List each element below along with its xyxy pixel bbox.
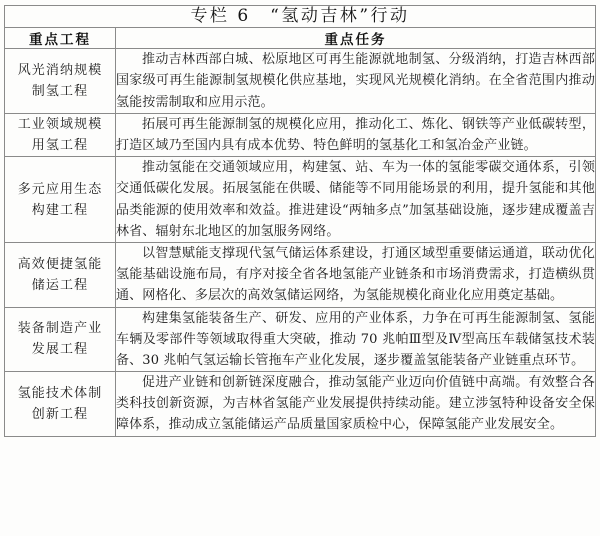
page-title: 专栏 6 “氢动吉林”行动 <box>190 6 410 26</box>
task-text: 构建集氢能装备生产、研发、应用的产业体系，力争在可再生能源制氢、氢能车辆及零部件等领域取得重大突破，推动 70 兆帕Ⅲ型及Ⅳ型高压车载储氢技术装备、30 兆帕气氢运输长管拖车产业化发展，逐步覆盖氢能装备产业链重点环节。 <box>116 310 595 368</box>
engineering-name <box>5 372 116 437</box>
engineering-line: 发展工程 <box>31 342 89 358</box>
task-description <box>116 372 596 437</box>
column-header-engineering: 重点工程 <box>5 28 116 49</box>
table-row <box>5 372 596 437</box>
table-row <box>5 307 596 372</box>
engineering-name <box>5 113 116 156</box>
table-row <box>5 113 596 156</box>
engineering-line: 多元应用生态 <box>17 181 103 197</box>
engineering-name <box>5 157 116 243</box>
task-description <box>116 157 596 243</box>
engineering-line: 制氢工程 <box>31 84 89 100</box>
engineering-name <box>5 307 116 372</box>
box-title-cell <box>5 6 596 28</box>
task-text: 推动吉林西部白城、松原地区可再生能源就地制氢、分级消纳，打造吉林西部国家级可再生能源制氢规模化供应基地，实现风光规模化消纳。在全省范围内推动氢能按需制取和应用示范。 <box>116 52 595 110</box>
task-text: 以智慧赋能支撑现代氢气储运体系建设，打通区域型重要储运通道，联动优化氢能基础设施布局，有序对接全省各地氢能产业链条和市场消费需求，打造横纵贯通、网格化、多层次的高效氢储运网络，为氢能规模化商业化应用奠定基础。 <box>116 245 595 304</box>
hydrogen-action-table <box>4 5 596 437</box>
engineering-line: 风光消纳规模 <box>17 62 103 78</box>
engineering-line: 氢能技术体制 <box>17 385 103 401</box>
engineering-line: 用氢工程 <box>31 138 89 153</box>
engineering-line: 装备制造产业 <box>17 321 103 337</box>
engineering-name <box>5 242 116 307</box>
engineering-line: 储运工程 <box>31 277 89 293</box>
engineering-line: 工业领域规模 <box>17 116 103 132</box>
task-description <box>116 242 596 307</box>
engineering-line: 创新工程 <box>31 406 89 422</box>
header-row <box>5 28 596 49</box>
task-text: 推动氢能在交通领域应用，构建氢、站、车为一体的氢能零碳交通体系，引领交通低碳化发展。拓展氢能在供暖、储能等不同用能场景的利用，提升氢能和其他品类能源的使用效率和效益。推进建设“两轴多点”加氢基础设施，逐步建成覆盖吉林省、辐射东北地区的加氢服务网络。 <box>116 160 595 239</box>
engineering-line: 高效便捷氢能 <box>17 256 103 272</box>
table-row <box>5 242 596 307</box>
table-body <box>5 6 596 437</box>
table-row <box>5 49 596 114</box>
task-description <box>116 113 596 156</box>
title-row <box>5 6 596 28</box>
task-description <box>116 49 596 114</box>
task-text: 促进产业链和创新链深度融合，推动氢能产业迈向价值链中高端。有效整合各类科技创新资源，为吉林省氢能产业发展提供持续动能。建立涉氢特种设备安全保障体系，推动成立氢能储运产品质量国家质检中心，保障氢能产业发展安全。 <box>116 375 595 433</box>
engineering-name <box>5 49 116 114</box>
column-header-tasks: 重点任务 <box>116 28 596 49</box>
task-text: 拓展可再生能源制氢的规模化应用，推动化工、炼化、钢铁等产业低碳转型，打造区域乃至国内具有成本优势、特色鲜明的氢基化工和氢冶金产业链。 <box>116 116 595 153</box>
task-description <box>116 307 596 372</box>
table-row <box>5 157 596 243</box>
engineering-line: 构建工程 <box>31 202 89 218</box>
